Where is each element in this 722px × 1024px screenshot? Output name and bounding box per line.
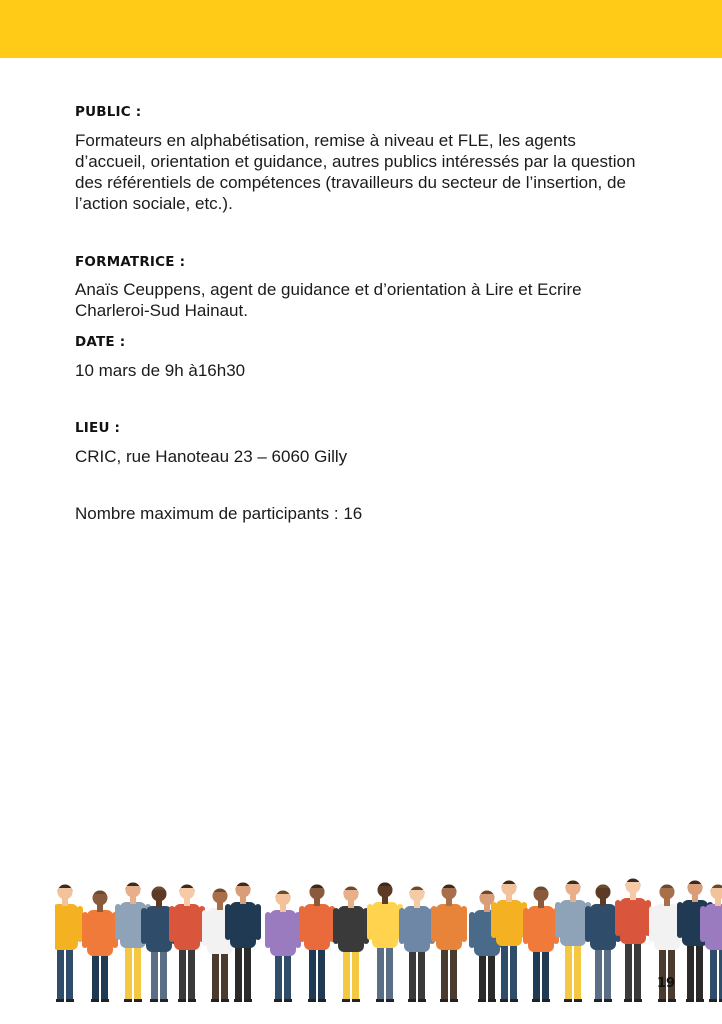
person-figure bbox=[299, 885, 335, 1003]
date-label: DATE : bbox=[75, 334, 126, 350]
person-figure bbox=[399, 887, 435, 1003]
person-figure bbox=[55, 885, 83, 1003]
person-figure bbox=[169, 885, 205, 1003]
formatrice-text: Anaïs Ceuppens, agent de guidance et d’orientation à Lire et Ecrire Charleroi-Sud Hainaut. bbox=[75, 280, 582, 320]
person-figure bbox=[431, 885, 467, 1003]
person-figure bbox=[82, 891, 118, 1003]
public-label: PUBLIC : bbox=[75, 104, 142, 120]
crowd-of-people-illustration bbox=[55, 862, 722, 1002]
section-public bbox=[75, 103, 645, 214]
section-formatrice bbox=[75, 253, 645, 321]
formatrice-label: FORMATRICE : bbox=[75, 254, 186, 270]
lieu-label: LIEU : bbox=[75, 420, 121, 436]
person-figure bbox=[225, 883, 261, 1003]
public-text: Formateurs en alphabétisation, remise à niveau et FLE, les agents d’accueil, orientation et guidance, autres publics intéressés par la question des référentiels de compétences (travailleurs du secteur de l’insertion, de l’action sociale, etc.). bbox=[75, 131, 636, 213]
page-number: 19 bbox=[657, 976, 676, 991]
person-figure bbox=[333, 887, 369, 1003]
person-figure bbox=[367, 883, 403, 1003]
person-figure bbox=[265, 891, 301, 1003]
section-lieu bbox=[75, 419, 645, 467]
person-figure bbox=[491, 881, 527, 1003]
participants-text: Nombre maximum de participants : 16 bbox=[75, 504, 363, 523]
document-body bbox=[75, 103, 645, 524]
lieu-text: CRIC, rue Hanoteau 23 – 6060 Gilly bbox=[75, 447, 348, 466]
person-figure bbox=[523, 887, 559, 1003]
date-text: 10 mars de 9h à16h30 bbox=[75, 361, 246, 380]
person-figure bbox=[141, 887, 177, 1003]
section-date bbox=[75, 333, 645, 381]
header-accent-bar bbox=[0, 0, 722, 58]
person-figure bbox=[555, 881, 591, 1003]
